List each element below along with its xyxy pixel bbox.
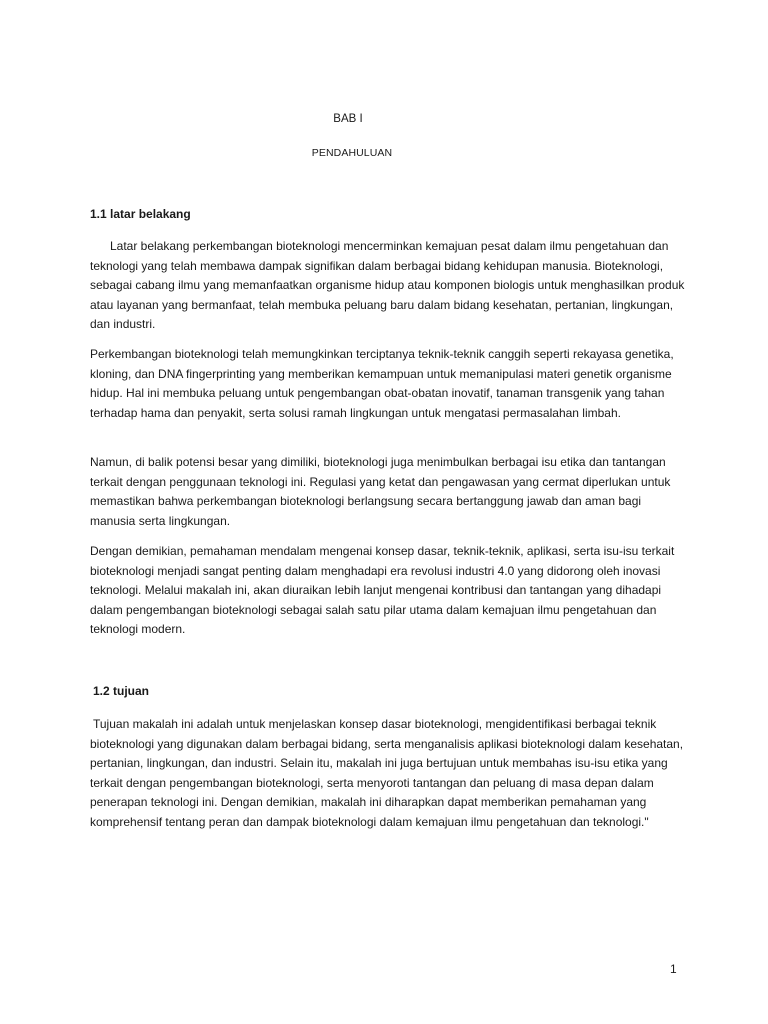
- page-number: 1: [670, 962, 677, 976]
- chapter-title: BAB I: [333, 113, 363, 125]
- paragraph-latar-belakang-1: Latar belakang perkembangan bioteknologi mencerminkan kemajuan pesat dalam ilmu pengetahuan dan teknologi yang telah membawa dampak signifikan dalam berbagai bidang kehidupan manusia. Bioteknologi, sebagai cabang ilmu yang memanfaatkan organisme hidup atau komponen biologis untuk menghasilkan produk atau layanan yang bermanfaat, telah membuka peluang baru dalam bidang kesehatan, pertanian, lingkungan, dan industri.: [90, 239, 685, 331]
- section-heading-tujuan: 1.2 tujuan: [93, 684, 150, 698]
- paragraph-latar-belakang-4: Dengan demikian, pemahaman mendalam mengenai konsep dasar, teknik-teknik, aplikasi, serta isu-isu terkait bioteknologi menjadi sangat penting dalam menghadapi era revolusi industri 4.0 yang didorong oleh inovasi teknologi. Melalui makalah ini, akan diuraikan lebih lanjut mengenai kontribusi dan tantangan yang dihadapi dalam pengembangan bioteknologi sebagai salah satu pilar utama dalam kemajuan ilmu pengetahuan dan teknologi modern.: [90, 544, 675, 636]
- paragraph-latar-belakang-2: Perkembangan bioteknologi telah memungkinkan terciptanya teknik-teknik canggih seperti rekayasa genetika, kloning, dan DNA fingerprinting yang memberikan kemampuan untuk memanipulasi materi genetik organisme hidup. Hal ini membuka peluang untuk pengembangan obat-obatan inovatif, tanaman transgenik yang tahan terhadap hama dan penyakit, serta solusi ramah lingkungan untuk mengatasi permasalahan limbah.: [90, 347, 674, 420]
- chapter-subtitle: PENDAHULUAN: [311, 147, 393, 159]
- paragraph-tujuan-1: Tujuan makalah ini adalah untuk menjelaskan konsep dasar bioteknologi, mengidentifikasi berbagai teknik bioteknologi yang digunakan dalam berbagai bidang, serta menganalisis aplikasi bioteknologi dalam kesehatan, pertanian, lingkungan, dan industri. Selain itu, makalah ini juga bertujuan untuk membahas isu-isu etika yang terkait dengan pengembangan bioteknologi, serta menyoroti tantangan dan peluang di masa depan dalam penerapan teknologi ini. Dengan demikian, makalah ini diharapkan dapat memberikan pemahaman yang komprehensif tentang peran dan dampak bioteknologi dalam kemajuan ilmu pengetahuan dan teknologi.": [90, 717, 684, 829]
- section-heading-latar-belakang: 1.1 latar belakang: [90, 207, 191, 221]
- paragraph-latar-belakang-3: Namun, di balik potensi besar yang dimiliki, bioteknologi juga menimbulkan berbagai isu etika dan tantangan terkait dengan penggunaan teknologi ini. Regulasi yang ketat dan pengawasan yang cermat diperlukan untuk memastikan bahwa perkembangan bioteknologi berlangsung secara bertanggung jawab dan aman bagi manusia serta lingkungan.: [90, 455, 671, 528]
